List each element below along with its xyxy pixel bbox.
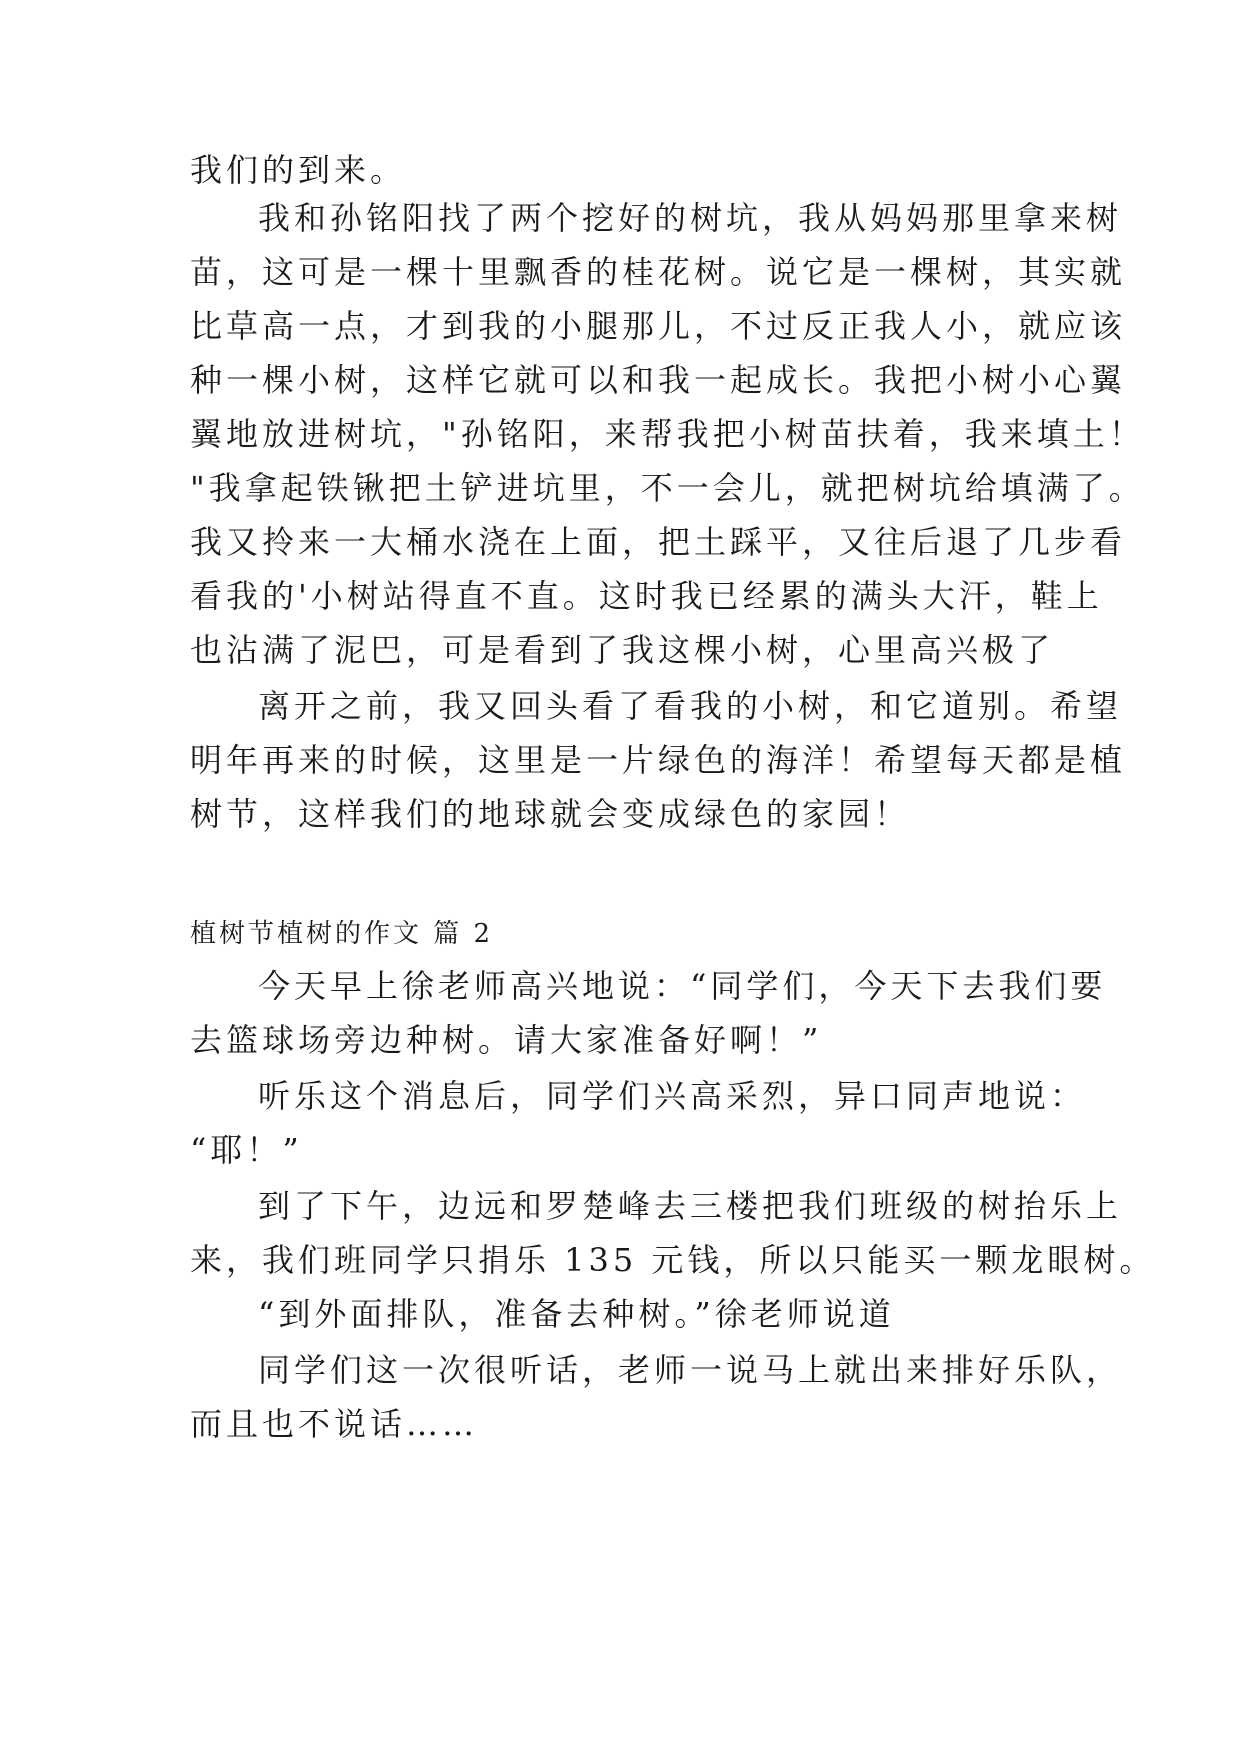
text-line: 翼地放进树坑，"孙铭阳，来帮我把小树苗扶着，我来填土！ [190,415,1145,453]
text-line: 看我的'小树站得直不直。这时我已经累的满头大汗，鞋上 [190,577,1103,615]
text-line: 同学们这一次很听话，老师一说马上就出来排好乐队， [258,1351,1123,1389]
text-line: “耶！” [190,1131,303,1169]
text-line: 比草高一点，才到我的小腿那儿，不过反正我人小，就应该 [190,307,1127,345]
text-line: 到了下午，边远和罗楚峰去三楼把我们班级的树抬乐上 [258,1187,1123,1225]
text-line: “到外面排队，准备去种树。”徐老师说道 [258,1295,895,1333]
text-line: 离开之前，我又回头看了看我的小树，和它道别。希望 [258,687,1123,725]
text-line: 去篮球场旁边种树。请大家准备好啊！” [190,1021,823,1059]
text-line: 来，我们班同学只捐乐 135 元钱，所以只能买一颗龙眼树。 [190,1241,1156,1279]
text-line: 今天早上徐老师高兴地说：“同学们，今天下去我们要 [258,967,1107,1005]
text-line: 我和孙铭阳找了两个挖好的树坑，我从妈妈那里拿来树 [258,199,1123,237]
text-line: 我们的到来。 [190,151,407,189]
text-line: 听乐这个消息后，同学们兴高采烈，异口同声地说： [258,1077,1087,1115]
text-line: 我又拎来一大桶水浇在上面，把土踩平，又往后退了几步看 [190,523,1127,561]
text-line: 苗，这可是一棵十里飘香的桂花树。说它是一棵树，其实就 [190,253,1127,291]
text-line: 也沾满了泥巴，可是看到了我这棵小树，心里高兴极了 [190,631,1055,669]
text-line: "我拿起铁锹把土铲进坑里，不一会儿，就把树坑给填满了。 [190,469,1145,507]
text-line: 树节，这样我们的地球就会变成绿色的家园！ [190,795,911,833]
section-heading: 植树节植树的作文 篇 2 [190,919,494,949]
text-line: 明年再来的时候，这里是一片绿色的海洋！希望每天都是植 [190,741,1127,779]
text-line: 而且也不说话…… [190,1405,479,1443]
text-line: 种一棵小树，这样它就可以和我一起成长。我把小树小心翼 [190,361,1127,399]
